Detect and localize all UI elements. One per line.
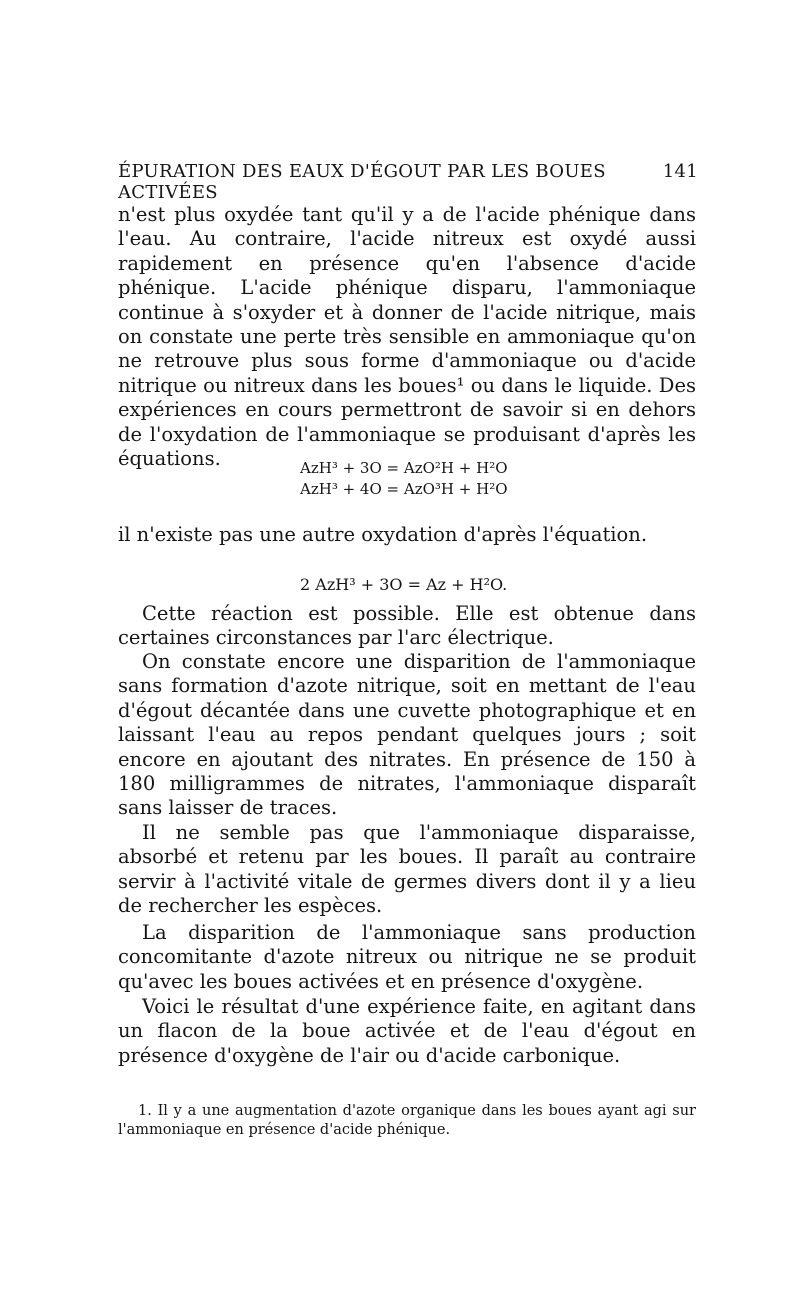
- header-title: ÉPURATION DES EAUX D'ÉGOUT PAR LES BOUES ACTIVÉES: [118, 161, 606, 203]
- paragraph-7: Voici le résultat d'une expérience faite, en agitant dans un flacon de la boue activée et de l'eau d'égout en présence d'oxygène de l'air ou d'acide carbonique.: [118, 995, 696, 1067]
- equation-3: 2 AzH³ + 3O = Az + H²O.: [300, 575, 508, 594]
- footnote: 1. Il y a une augmentation d'azote organique dans les boues ayant agi sur l'ammoniaque en présence d'acide phénique.: [118, 1103, 696, 1138]
- page-number: 141: [662, 161, 698, 182]
- paragraph-2: il n'existe pas une autre oxydation d'après l'équation.: [118, 523, 648, 546]
- paragraph-5: Il ne semble pas que l'ammoniaque disparaisse, absorbé et retenu par les boues. Il paraît au contraire servir à l'activité vitale de germes divers dont il y a lieu de rechercher les espèces.: [118, 821, 696, 918]
- paragraph-1: n'est plus oxydée tant qu'il y a de l'acide phénique dans l'eau. Au contraire, l'acide nitreux est oxydé aussi rapidement en présence qu'en l'absence d'acide phénique. L'acide phénique disparu, l'ammoniaque continue à s'oxyder et à donner de l'acide nitrique, mais on constate une perte très sensible en ammoniaque qu'on ne retrouve plus sous forme d'ammoniaque ou d'acide nitrique ou nitreux dans les boues¹ ou dans le liquide. Des expériences en cours permettront de savoir si en dehors de l'oxydation de l'ammoniaque se produisant d'après les équations.: [118, 203, 696, 471]
- equation-1: AzH³ + 3O = AzO²H + H²O: [300, 459, 508, 477]
- paragraph-3: Cette réaction est possible. Elle est obtenue dans certaines circonstances par l'arc électrique.: [118, 602, 696, 650]
- paragraph-4: On constate encore une disparition de l'ammoniaque sans formation d'azote nitrique, soit en mettant de l'eau d'égout décantée dans une cuvette photographique et en laissant l'eau au repos pendant quelques jours ; soit encore en ajoutant des nitrates. En présence de 150 à 180 milligrammes de nitrates, l'ammoniaque disparaît sans laisser de traces.: [118, 650, 696, 820]
- running-header: [118, 161, 698, 203]
- equation-2: AzH³ + 4O = AzO³H + H²O: [300, 480, 508, 498]
- paragraph-6: La disparition de l'ammoniaque sans production concomitante d'azote nitreux ou nitrique ne se produit qu'avec les boues activées et en présence d'oxygène.: [118, 921, 696, 993]
